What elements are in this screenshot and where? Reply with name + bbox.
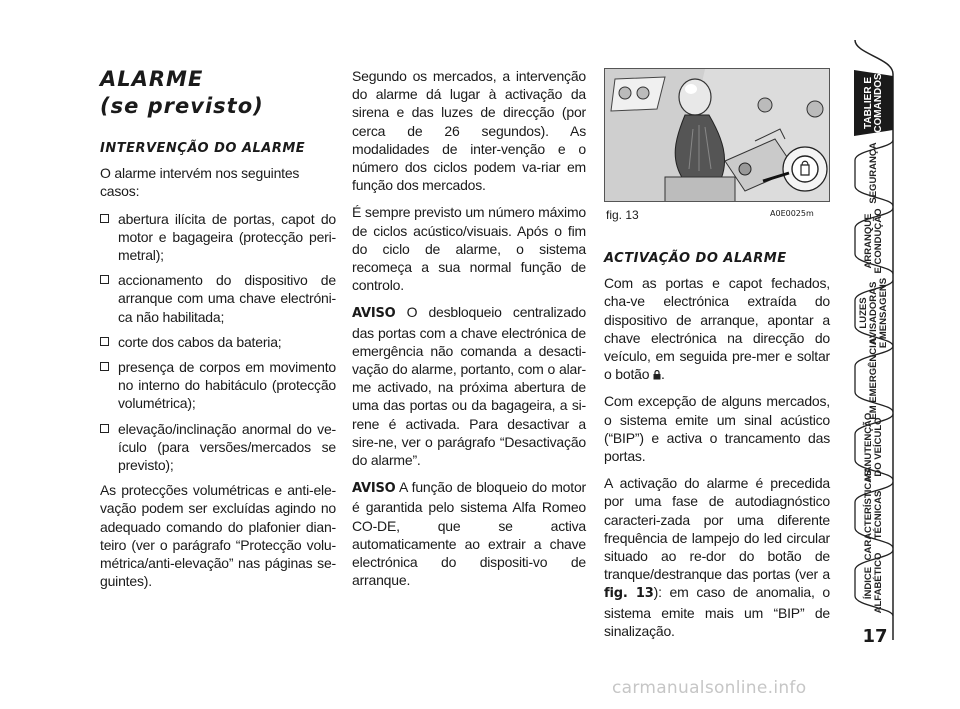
gear-console-drawing xyxy=(605,69,830,202)
paragraph: É sempre previsto um número máximo de ciclos acústico/visuais. Após o fim do ciclo de alarme, o sistema recomeça a sua normal função de controlo. xyxy=(352,204,586,294)
paragraph: Segundo os mercados, a intervenção do alarme dá lugar à activação da sirena e das luzes de direcção (por cerca de 26 segundos). As modalidades de inter-venção e o número dos ciclos podem va-riar em função dos mercados. xyxy=(352,68,586,194)
checkbox-bullet-icon xyxy=(100,337,109,346)
checkbox-bullet-icon xyxy=(100,362,109,371)
warning-label: AVISO xyxy=(352,481,396,497)
page-title xyxy=(100,66,336,120)
warning-paragraph: AVISO O desbloqueio centralizado das portas com a chave electrónica de emergência não comanda a desacti-vação do alarme, portanto, com o alar-me activado, na próxima abertura de uma das portas ou da bagageira, a si-rene é activada. Para desactivar a sire-ne, ver o parágrafo “Desactivação do alarme”. xyxy=(352,304,586,469)
title-line-1: ALARME xyxy=(100,67,204,91)
title-line-2: (se previsto) xyxy=(100,94,264,118)
tab-em-emergencia[interactable]: EM EMERGÊNCIA xyxy=(853,346,895,412)
chapter-tab-bar xyxy=(853,40,895,680)
list-item: abertura ilícita de portas, capot do motor e bagageira (protecção peri-metral); xyxy=(100,210,336,265)
lock-icon xyxy=(653,370,661,380)
tab-tablier-comandos[interactable]: TABLIER E COMANDOS xyxy=(853,70,895,136)
watermark: carmanualsonline.info xyxy=(612,678,807,698)
list-item: corte dos cabos da bateria; xyxy=(100,333,336,351)
paragraph: A activação do alarme é precedida por uma fase de autodiagnóstico caracteri-zada por uma diferente frequência de lampejo do led circular situado ao re-dor do botão de tranque/destranque das portas (ver a fig. 13): em caso de anomalia, o sistema emite mais um “BIP” de sinalização. xyxy=(604,475,830,639)
tab-caracteristicas-tecnicas[interactable]: CARACTERÍSTICAS TÉCNICAS xyxy=(853,482,895,548)
section-closing-paragraph: As protecções volumétricas e anti-ele-vação podem ser excluídas agindo no adequado comando do plafonier dian-teiro (ver o parágrafo “Protecção volu-métrica/anti-elevação” nas páginas se-guintes). xyxy=(100,482,336,590)
list-item: elevação/inclinação anormal do ve-ículo (para versões/mercados se previsto); xyxy=(100,420,336,475)
paragraph: Com excepção de alguns mercados, o sistema emite um sinal acústico (“BIP”) e activa o trancamento das portas. xyxy=(604,393,830,465)
warning-label: AVISO xyxy=(352,306,396,322)
warning-paragraph: AVISO A função de bloqueio do motor é garantida pelo sistema Alfa Romeo CO-DE, que se activa automaticamente ao extrair a chave electrónica do dispositi-vo de arranque. xyxy=(352,479,586,589)
list-item: accionamento do dispositivo de arranque com uma chave electróni-ca não habilitada; xyxy=(100,271,336,326)
figure-reference: fig. 13 xyxy=(604,586,654,602)
tab-luzes-avisadoras[interactable]: LUZES AVISADORAS E MENSAGENS xyxy=(853,280,895,346)
section-heading-activacao: ACTIVAÇÃO DO ALARME xyxy=(604,251,787,266)
trigger-list xyxy=(100,210,336,475)
paragraph: Com as portas e capot fechados, cha-ve electrónica extraída do dispositivo de arranque, apontar a chave electrónica na direcção do veículo, em seguida pre-mer e soltar o botão . xyxy=(604,275,830,383)
checkbox-bullet-icon xyxy=(100,214,109,223)
column-right xyxy=(604,250,830,649)
checkbox-bullet-icon xyxy=(100,424,109,433)
checkbox-bullet-icon xyxy=(100,275,109,284)
tab-manutencao-veiculo[interactable]: MANUTENÇÃO DO VEÍCULO xyxy=(853,414,895,480)
tab-arranque-conducao[interactable]: ARRANQUE E CONDUÇÃO xyxy=(853,208,895,274)
column-middle xyxy=(352,67,586,598)
tab-seguranca[interactable]: SEGURANÇA xyxy=(853,140,895,206)
figure-code: A0E0025m xyxy=(770,209,814,218)
section-heading-intervencao: INTERVENÇÃO DO ALARME xyxy=(100,141,306,156)
list-item: presença de corpos em movimento no interno do habitáculo (protecção volumétrica); xyxy=(100,358,336,413)
column-left xyxy=(100,66,336,599)
section-intro: O alarme intervém nos seguintes casos: xyxy=(100,165,300,200)
tab-indice-alfabetico[interactable]: ÍNDICE ALFABÉTICO xyxy=(853,550,895,616)
figure-caption: fig. 13 xyxy=(606,208,639,222)
page-number: 17 xyxy=(862,626,888,647)
figure-gear-console-illustration xyxy=(604,68,830,202)
